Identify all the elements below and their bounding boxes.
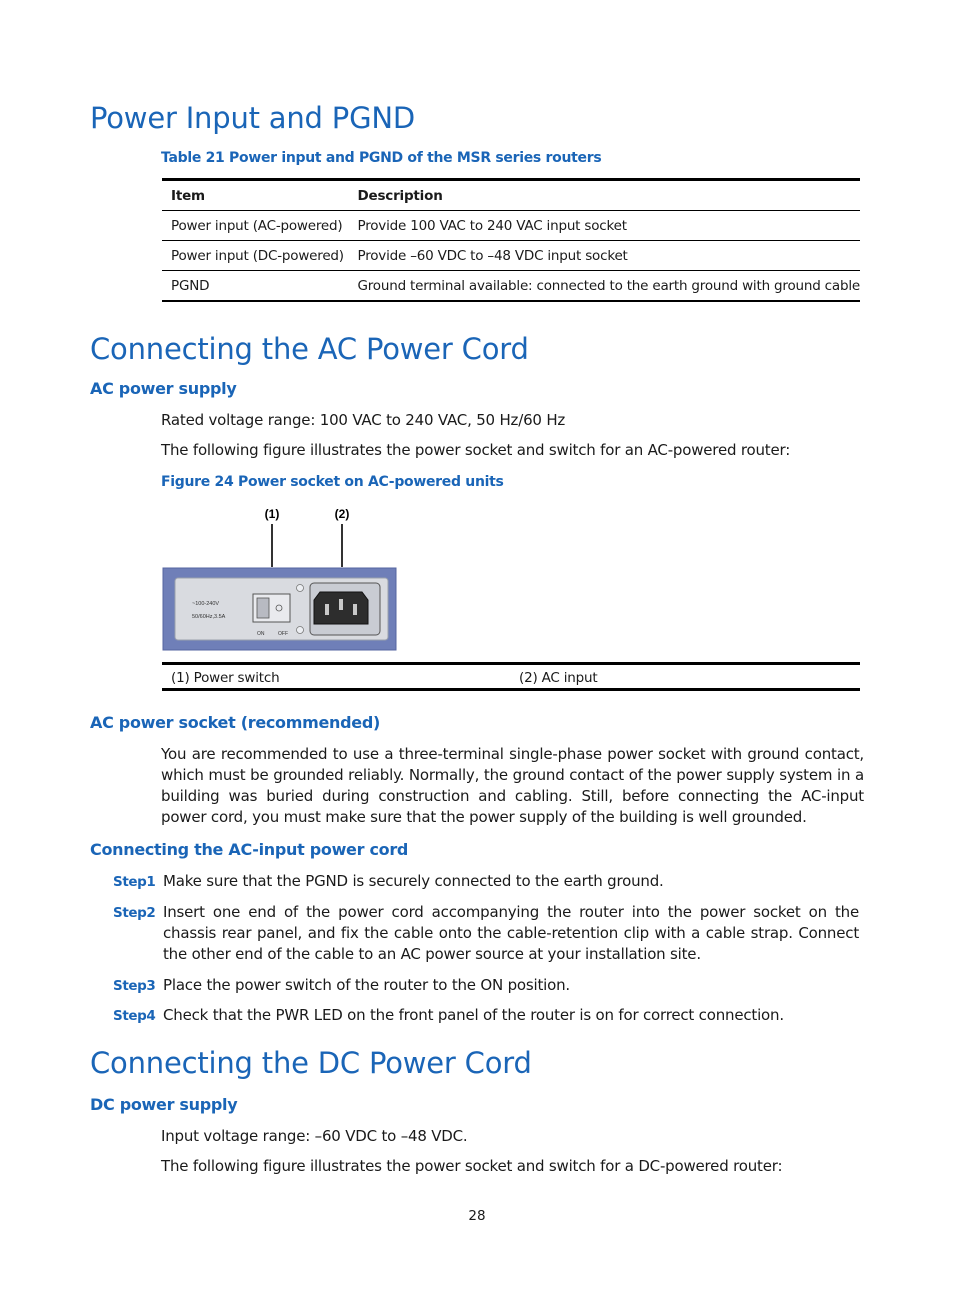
step-label: Step2 bbox=[113, 905, 156, 921]
table-row bbox=[162, 211, 860, 241]
switch-rocker bbox=[257, 598, 269, 618]
table-cell: Ground terminal available: connected to the earth ground with ground cable bbox=[357, 277, 860, 294]
legend-power-switch: (1) Power switch bbox=[171, 670, 280, 686]
figure-caption: Figure 24 Power socket on AC-powered units bbox=[161, 474, 504, 490]
switch-on-label: ON bbox=[257, 631, 265, 637]
table-cell: Power input (DC-powered) bbox=[171, 247, 344, 264]
step-label: Step4 bbox=[113, 1008, 156, 1024]
screw-icon bbox=[297, 585, 304, 592]
inlet-pin-icon bbox=[325, 604, 329, 615]
legend-top-rule bbox=[162, 662, 860, 665]
ac-figure-intro: The following figure illustrates the power socket and switch for an AC-powered router: bbox=[161, 441, 791, 459]
ac-power-socket-figure bbox=[162, 500, 402, 652]
table-header-description: Description bbox=[357, 187, 443, 204]
heading-connecting-ac-input: Connecting the AC-input power cord bbox=[90, 840, 409, 859]
step-text: Make sure that the PGND is securely connected to the earth ground. bbox=[163, 872, 664, 890]
power-socket-illustration bbox=[162, 500, 402, 652]
section-title-power-input: Power Input and PGND bbox=[90, 101, 415, 135]
heading-ac-power-supply: AC power supply bbox=[90, 379, 237, 398]
heading-ac-power-socket: AC power socket (recommended) bbox=[90, 713, 381, 732]
step-label: Step3 bbox=[113, 978, 156, 994]
section-title-ac-cord: Connecting the AC Power Cord bbox=[90, 332, 529, 366]
table-row bbox=[162, 241, 860, 271]
input-voltage-text: Input voltage range: –60 VDC to –48 VDC. bbox=[161, 1127, 468, 1145]
table-cell: Provide –60 VDC to –48 VDC input socket bbox=[357, 247, 628, 264]
callout-2: (2) bbox=[334, 507, 350, 521]
table-caption: Table 21 Power input and PGND of the MSR series routers bbox=[161, 150, 602, 166]
inlet-pin-icon bbox=[353, 604, 357, 615]
step-text: Place the power switch of the router to the ON position. bbox=[163, 976, 570, 994]
screw-icon bbox=[297, 627, 304, 634]
dc-figure-intro: The following figure illustrates the power socket and switch for a DC-powered router: bbox=[161, 1157, 783, 1175]
legend-ac-input: (2) AC input bbox=[519, 670, 598, 686]
step-label: Step1 bbox=[113, 874, 156, 890]
step-text: Insert one end of the power cord accompanying the router into the power socket on the chassis rear panel, and fix the cable onto the cable-retention clip with a cable strap. Connect the other end of the cable to an AC power source at your installation site. bbox=[163, 903, 859, 963]
page-number: 28 bbox=[468, 1208, 486, 1224]
panel-voltage-label: ~100-240V bbox=[192, 601, 220, 607]
socket-paragraph: You are recommended to use a three-terminal single-phase power socket with ground contact, which must be grounded reliably. Normally, the ground contact of the power supply system in a building was buried during construction and cabling. Still, before connecting the AC-input power cord, you must make sure that the power supply of the building is well grounded. bbox=[161, 745, 864, 826]
table-cell: Provide 100 VAC to 240 VAC input socket bbox=[357, 217, 627, 234]
heading-dc-power-supply: DC power supply bbox=[90, 1095, 238, 1114]
section-title-dc-cord: Connecting the DC Power Cord bbox=[90, 1046, 532, 1080]
power-input-table bbox=[162, 178, 860, 302]
table-cell: Power input (AC-powered) bbox=[171, 217, 343, 234]
rated-voltage-text: Rated voltage range: 100 VAC to 240 VAC, 50 Hz/60 Hz bbox=[161, 411, 566, 429]
step-text: Check that the PWR LED on the front panel of the router is on for correct connection. bbox=[163, 1006, 784, 1024]
table-row bbox=[162, 271, 860, 302]
table-header-row bbox=[162, 180, 860, 211]
legend-bottom-rule bbox=[162, 688, 860, 691]
switch-off-label: OFF bbox=[278, 631, 288, 637]
inlet-pin-icon bbox=[339, 599, 343, 610]
callout-1: (1) bbox=[264, 507, 280, 521]
table-header-item: Item bbox=[171, 187, 205, 204]
table-cell: PGND bbox=[171, 277, 210, 294]
panel-rating-label: 50/60Hz,3.5A bbox=[192, 614, 226, 620]
